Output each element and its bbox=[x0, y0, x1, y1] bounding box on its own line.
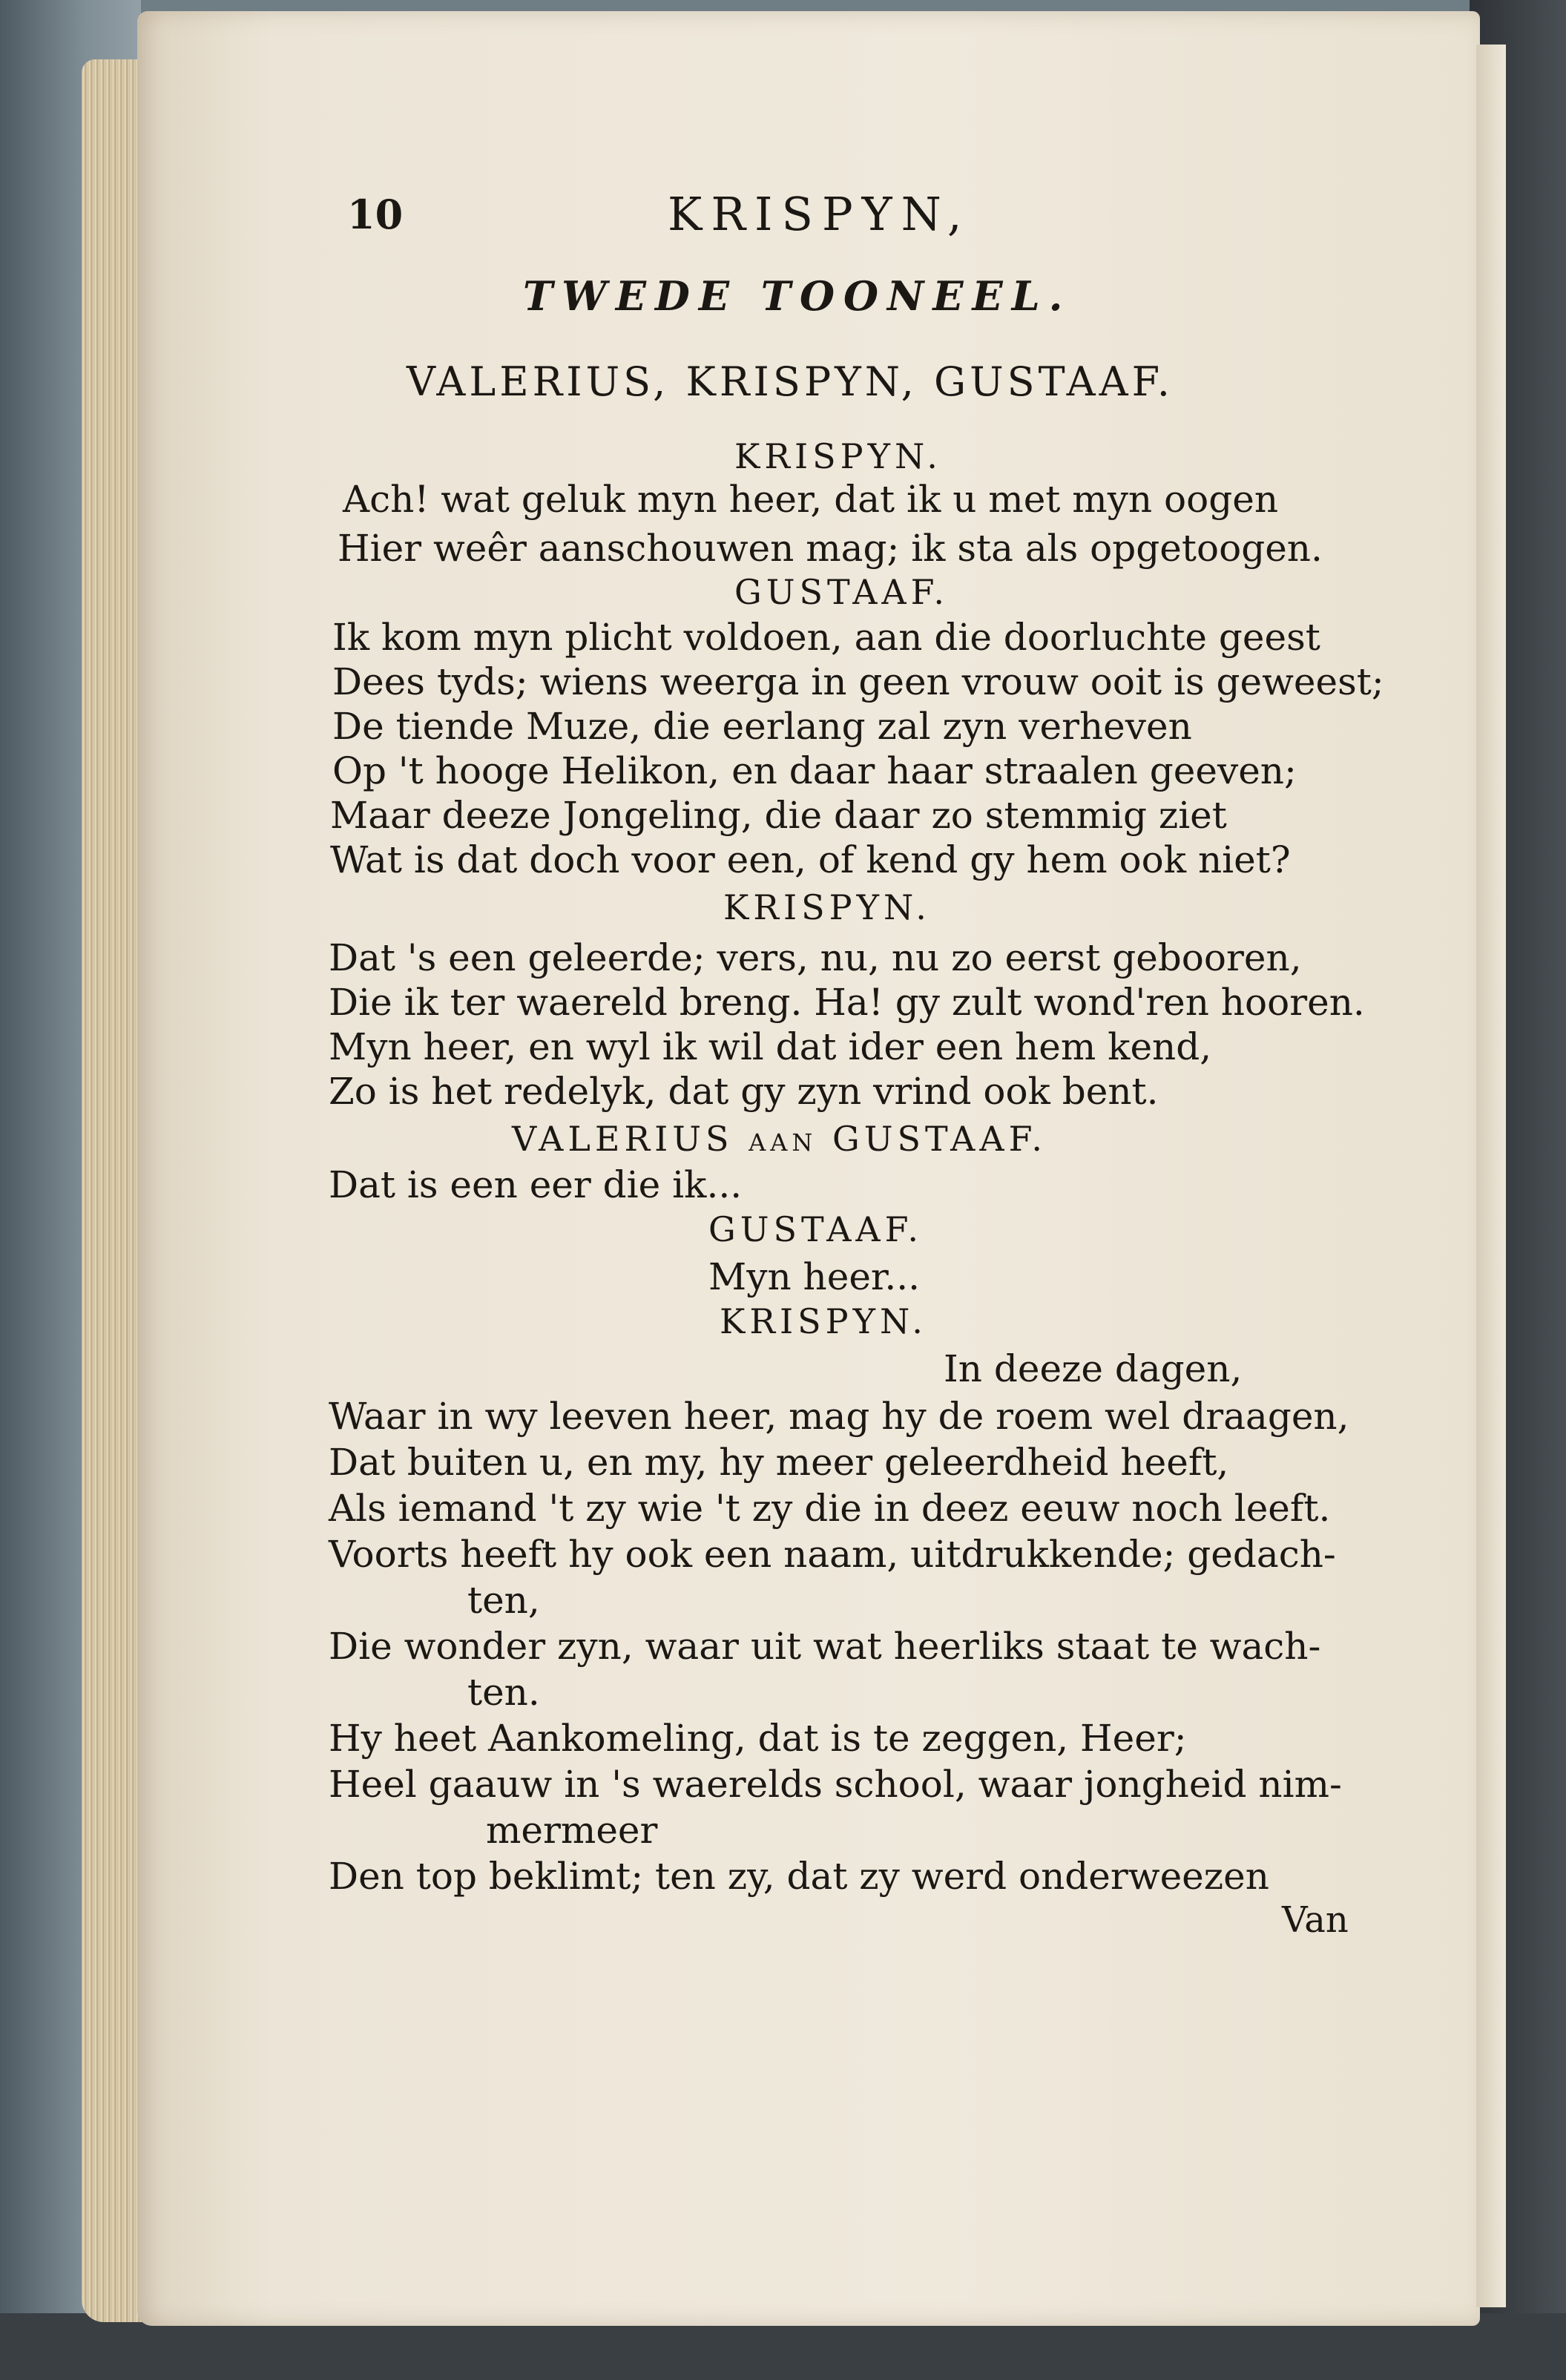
speaker-gustaaf: GUSTAAF. bbox=[708, 1209, 924, 1249]
page-number: 10 bbox=[347, 191, 404, 238]
running-title: KRISPYN, bbox=[668, 187, 971, 241]
speaker-valerius-aan-gustaaf: VALERIUS aan GUSTAAF. bbox=[512, 1119, 1047, 1159]
verse-line: Waar in wy leeven heer, mag hy de roem wel draagen, bbox=[329, 1395, 1349, 1438]
verse-line: Hier weêr aanschouwen mag; ik sta als opgetoogen. bbox=[338, 527, 1323, 570]
speaker-gustaaf: GUSTAAF. bbox=[734, 572, 950, 612]
verse-line-continuation: mermeer bbox=[486, 1809, 658, 1852]
verse-line: Myn heer... bbox=[708, 1255, 921, 1298]
scene-title: TWEDE TOONEEL. bbox=[523, 272, 1072, 320]
speaker-krispyn: KRISPYN. bbox=[734, 436, 942, 476]
verse-line: Op 't hooge Helikon, en daar haar straalen geeven; bbox=[332, 749, 1297, 792]
verse-line: Die ik ter waereld breng. Ha! gy zult wond'ren hooren. bbox=[329, 981, 1365, 1024]
verse-line: Ach! wat geluk myn heer, dat ik u met myn oogen bbox=[343, 478, 1279, 521]
verse-line: Maar deeze Jongeling, die daar zo stemmig ziet bbox=[330, 794, 1227, 837]
verse-line: Dat buiten u, en my, hy meer geleerdheid heeft, bbox=[329, 1441, 1229, 1484]
verse-line: Die wonder zyn, waar uit wat heerliks staat te wach- bbox=[329, 1625, 1321, 1668]
facing-page-edge bbox=[1476, 45, 1506, 2307]
verse-line: In deeze dagen, bbox=[944, 1347, 1243, 1390]
cast-line: VALERIUS, KRISPYN, GUSTAAF. bbox=[407, 358, 1174, 405]
verse-line: Hy heet Aankomeling, dat is te zeggen, Heer; bbox=[329, 1717, 1187, 1760]
verse-line: Dat 's een geleerde; vers, nu, nu zo eerst gebooren, bbox=[329, 936, 1302, 979]
verse-line-continuation: ten. bbox=[467, 1671, 540, 1714]
verse-line-continuation: ten, bbox=[467, 1579, 540, 1622]
verse-line: Wat is dat doch voor een, of kend gy hem ook niet? bbox=[330, 838, 1291, 881]
speaker-krispyn: KRISPYN. bbox=[720, 1301, 927, 1341]
verse-line: Zo is het redelyk, dat gy zyn vrind ook bent. bbox=[329, 1070, 1159, 1113]
verse-line: Myn heer, en wyl ik wil dat ider een hem kend, bbox=[329, 1025, 1212, 1068]
verse-line: De tiende Muze, die eerlang zal zyn verheven bbox=[332, 705, 1192, 748]
verse-line: Heel gaauw in 's waerelds school, waar jongheid nim- bbox=[329, 1763, 1342, 1806]
catchword: Van bbox=[1282, 1899, 1349, 1941]
verse-line: Voorts heeft hy ook een naam, uitdrukkende; gedach- bbox=[329, 1533, 1336, 1576]
verse-line: Den top beklimt; ten zy, dat zy werd onderweezen bbox=[329, 1855, 1269, 1898]
speaker-krispyn: KRISPYN. bbox=[723, 887, 931, 927]
verse-line: Dat is een eer die ik... bbox=[329, 1163, 743, 1206]
verse-line: Ik kom myn plicht voldoen, aan die doorluchte geest bbox=[332, 616, 1320, 659]
verse-line: Als iemand 't zy wie 't zy die in deez eeuw noch leeft. bbox=[329, 1487, 1331, 1530]
verse-line: Dees tyds; wiens weerga in geen vrouw ooit is geweest; bbox=[332, 660, 1384, 703]
